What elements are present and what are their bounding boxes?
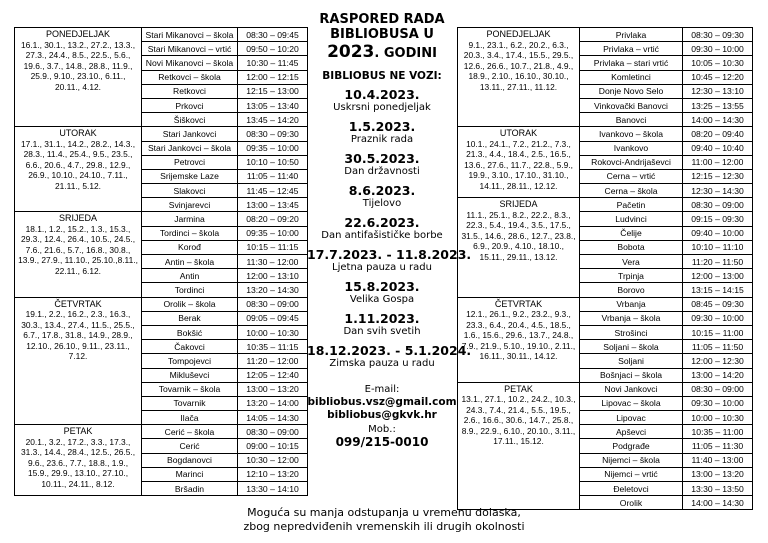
schedule-row xyxy=(458,127,753,141)
holiday-date: 22.6.2023. xyxy=(344,215,420,230)
stop-time: 11:00 – 12:00 xyxy=(683,155,753,169)
stop-location: Privlaka xyxy=(580,28,683,42)
stop-time: 09:50 – 10:20 xyxy=(238,42,308,56)
stop-time: 10:00 – 10:30 xyxy=(683,411,753,425)
stop-time: 10:35 – 11:15 xyxy=(238,340,308,354)
stop-location: Banovci xyxy=(580,113,683,127)
stop-location: Ludvinci xyxy=(580,212,683,226)
stop-location: Stari Jankovci xyxy=(142,127,238,141)
stop-time: 10:35 – 11:00 xyxy=(683,425,753,439)
stop-location: Čakovci xyxy=(142,340,238,354)
stop-location: Mikluševci xyxy=(142,368,238,382)
day-name: UTORAK xyxy=(499,128,538,139)
stop-time: 12:10 – 13:20 xyxy=(238,467,308,481)
holiday-name: Dan državnosti xyxy=(344,166,420,177)
stop-time: 13:05 – 13:40 xyxy=(238,98,308,112)
stop-time: 13:00 – 13:20 xyxy=(238,382,308,396)
stop-location: Stari Mikanovci – škola xyxy=(142,28,238,42)
holiday-name: Dan antifašističke borbe xyxy=(321,230,443,241)
holiday-date: 30.5.2023. xyxy=(344,151,420,166)
stop-time: 13:00 – 13:20 xyxy=(683,467,753,481)
stop-time: 08:30 – 09:00 xyxy=(238,425,308,439)
stop-location: Ivankovo xyxy=(580,141,683,155)
day-cell xyxy=(458,297,580,382)
stop-location: Soljani xyxy=(580,354,683,368)
stop-location: Borovo xyxy=(580,283,683,297)
stop-location: Tompojevci xyxy=(142,354,238,368)
stop-location: Bokšić xyxy=(142,325,238,339)
left-schedule-table xyxy=(14,27,308,496)
stop-location: Cerić xyxy=(142,439,238,453)
stop-location: Vera xyxy=(580,255,683,269)
holiday-name: Ljetna pauza u radu xyxy=(332,262,432,273)
day-dates: 18.1., 1.2., 15.2., 1.3., 15.3., 29.3., 12.4., 26.4., 10.5., 24.5., 7.6., 21.6., 5.7., 16.8., 30.8., 13.9., 27.9., 11.10., 25.10.,8.11., 22.11., 6.12. xyxy=(18,223,138,276)
day-dates: 11.1., 25.1., 8.2., 22.2., 8.3., 22.3., 5.4., 19.4., 3.5., 17.5., 31.5., 14.6., 28.6., 12.7., 23.8., 6.9., 20.9., 4.10., 18.10., 15.11., 29.11., 13.12. xyxy=(461,209,576,262)
left-schedule-body xyxy=(15,28,308,496)
stop-time: 11:05 – 11:40 xyxy=(238,169,308,183)
stop-time: 08:20 – 09:40 xyxy=(683,127,753,141)
stop-location: Korođ xyxy=(142,240,238,254)
stop-time: 09:35 – 10:00 xyxy=(238,141,308,155)
stop-time: 08:30 – 09:00 xyxy=(683,198,753,212)
holiday-name: Zimska pauza u radu xyxy=(329,358,435,369)
schedule-row xyxy=(458,382,753,396)
schedule-row xyxy=(15,425,308,439)
stop-time: 11:20 – 11:50 xyxy=(683,255,753,269)
stop-location: Novi Mikanovci – škola xyxy=(142,56,238,70)
day-dates: 19.1., 2.2., 16.2., 2.3., 16.3., 30.3., 13.4., 27.4., 11.5., 25.5., 6.7., 17.8., 31.8., 14.9., 28.9., 12.10., 26.10., 9.11., 23.11., 7.12. xyxy=(21,309,135,362)
schedule-row xyxy=(458,198,753,212)
stop-location: Svinjarevci xyxy=(142,198,238,212)
stop-location: Apševci xyxy=(580,425,683,439)
stop-location: Berak xyxy=(142,311,238,325)
stop-location: Orolik xyxy=(580,496,683,510)
stop-time: 10:45 – 12:20 xyxy=(683,70,753,84)
day-dates: 9.1., 23.1., 6.2., 20.2., 6.3., 20.3., 3.4., 17.4., 15.5., 29.5., 12.6., 26.6., 10.7., 21.8., 4.9., 18.9., 2.10., 16.10., 30.10., 13.11., 27.11., 11.12. xyxy=(463,39,574,92)
center-panel xyxy=(307,8,472,450)
stop-time: 10:00 – 10:30 xyxy=(238,325,308,339)
schedule-row xyxy=(15,297,308,311)
holiday-name: Tijelovo xyxy=(362,198,402,209)
day-dates: 16.1., 30.1., 13.2., 27.2., 13.3., 27.3., 24.4., 8.5., 22.5., 5.6., 19.6., 3.7., 14.8., 28.8., 11.9., 25.9., 9.10., 23.10., 6.11., 20.11., 4.12. xyxy=(20,39,136,92)
stop-time: 11:30 – 12:00 xyxy=(238,255,308,269)
stop-time: 10:30 – 12:00 xyxy=(238,453,308,467)
stop-location: Čelije xyxy=(580,226,683,240)
stop-time: 09:40 – 10:40 xyxy=(683,141,753,155)
holiday-name: Dan svih svetih xyxy=(343,326,421,337)
stop-location: Donje Novo Selo xyxy=(580,84,683,98)
footer-line-2: zbog nepredviđenih vremenskih ili drugih okolnosti xyxy=(243,520,525,533)
stop-time: 10:15 – 11:15 xyxy=(238,240,308,254)
stop-location: Marinci xyxy=(142,467,238,481)
day-cell xyxy=(15,297,142,425)
email-label: E-mail: xyxy=(364,384,400,395)
schedule-row xyxy=(15,28,308,42)
day-cell xyxy=(458,198,580,297)
stop-time: 09:40 – 10:00 xyxy=(683,226,753,240)
stop-location: Vrbanja – škola xyxy=(580,311,683,325)
stop-location: Cerna – vrtić xyxy=(580,169,683,183)
schedule-row xyxy=(15,212,308,226)
day-name: PONEDJELJAK xyxy=(45,29,111,39)
stop-time: 13:25 – 13:55 xyxy=(683,98,753,112)
stop-location: Cerić – škola xyxy=(142,425,238,439)
stop-location: Strošinci xyxy=(580,325,683,339)
stop-time: 09:05 – 09:45 xyxy=(238,311,308,325)
stop-time: 11:05 – 11:30 xyxy=(683,439,753,453)
holiday-date: 18.12.2023. - 5.1.2024. xyxy=(307,343,472,358)
holiday-list xyxy=(307,87,472,370)
day-cell xyxy=(15,212,142,297)
stop-time: 12:05 – 12:40 xyxy=(238,368,308,382)
stop-location: Soljani – škola xyxy=(580,340,683,354)
stop-time: 08:30 – 09:30 xyxy=(238,127,308,141)
stop-location: Bošnjaci – škola xyxy=(580,368,683,382)
email-2[interactable]: bibliobus@gkvk.hr xyxy=(327,409,437,421)
stop-time: 12:00 – 12:15 xyxy=(238,70,308,84)
stop-location: Retkovci xyxy=(142,84,238,98)
footer-line-1: Moguća su manja odstupanja u vremenu dolaska, xyxy=(247,506,521,519)
stop-location: Antin xyxy=(142,269,238,283)
holiday-name: Uskrsni ponedjeljak xyxy=(333,102,431,113)
holiday-date: 8.6.2023. xyxy=(348,183,416,198)
day-name: PETAK xyxy=(63,426,93,437)
schedule-row xyxy=(458,28,753,42)
stop-time: 12:15 – 12:30 xyxy=(683,169,753,183)
stop-time: 09:30 – 10:00 xyxy=(683,311,753,325)
stop-time: 10:05 – 10:30 xyxy=(683,56,753,70)
stop-time: 08:20 – 09:20 xyxy=(238,212,308,226)
mob-number[interactable]: 099/215-0010 xyxy=(335,435,429,449)
stop-time: 12:00 – 13:00 xyxy=(683,269,753,283)
stop-time: 13:00 – 14:20 xyxy=(683,368,753,382)
day-dates: 10.1., 24.1., 7.2., 21.2., 7.3., 21.3., 4.4., 18.4., 2.5., 16.5., 13.6., 27.6., 11.7., 22.8., 5.9., 19.9., 3.10., 17.10., 31.10., 14.11., 28.11., 12.12. xyxy=(464,138,573,191)
stop-location: Vinkovački Banovci xyxy=(580,98,683,112)
stop-location: Tovarnik xyxy=(142,396,238,410)
stop-time: 09:30 – 10:00 xyxy=(683,396,753,410)
day-cell xyxy=(458,127,580,198)
stop-time: 11:45 – 12:45 xyxy=(238,184,308,198)
stop-location: Rokovci-Andrijaševci xyxy=(580,155,683,169)
stop-location: Privlaka – vrtić xyxy=(580,42,683,56)
year-suffix: . GODINI xyxy=(374,46,437,61)
stop-location: Đeletovci xyxy=(580,482,683,496)
holiday-date: 1.5.2023. xyxy=(348,119,416,134)
stop-time: 14:05 – 14:30 xyxy=(238,411,308,425)
holiday-date: 1.11.2023. xyxy=(344,311,420,326)
stop-location: Lipovac – škola xyxy=(580,396,683,410)
day-name: UTORAK xyxy=(59,128,97,139)
stop-time: 13:00 – 13:45 xyxy=(238,198,308,212)
stop-time: 11:40 – 13:00 xyxy=(683,453,753,467)
stop-time: 08:30 – 09:30 xyxy=(683,28,753,42)
stop-time: 13:20 – 14:00 xyxy=(238,396,308,410)
stop-location: Komletinci xyxy=(580,70,683,84)
day-name: ČETVRTAK xyxy=(54,298,102,309)
stop-time: 14:00 – 14:30 xyxy=(683,496,753,510)
day-name: PONEDJELJAK xyxy=(486,29,551,39)
stop-time: 08:30 – 09:45 xyxy=(238,28,308,42)
stop-time: 12:30 – 14:30 xyxy=(683,184,753,198)
stop-location: Bobota xyxy=(580,240,683,254)
stop-location: Privlaka – stari vrtić xyxy=(580,56,683,70)
schedule-row xyxy=(15,127,308,141)
holiday-date: 15.8.2023. xyxy=(344,279,420,294)
stop-location: Vrbanja xyxy=(580,297,683,311)
day-dates: 12.1., 26.1., 9.2., 23.2., 9.3., 23.3., 6.4., 20.4., 4.5., 18.5., 1.6., 15.6., 29.6., 13.7., 24.8., 7.9., 21.9., 5.10., 19.10., 2.11., 16.11., 30.11., 14.12. xyxy=(461,309,576,362)
year-heading xyxy=(307,42,457,64)
stop-time: 08:30 – 09:00 xyxy=(238,297,308,311)
stop-time: 10:30 – 11:45 xyxy=(238,56,308,70)
day-name: SRIJEDA xyxy=(499,199,538,210)
stop-time: 09:15 – 09:30 xyxy=(683,212,753,226)
title-line-1: RASPORED RADA xyxy=(319,12,445,27)
stop-location: Ivankovo – škola xyxy=(580,127,683,141)
stop-time: 13:15 – 14:15 xyxy=(683,283,753,297)
stop-location: Šiškovci xyxy=(142,113,238,127)
day-name: SRIJEDA xyxy=(58,213,97,224)
stop-location: Stari Mikanovci – vrtić xyxy=(142,42,238,56)
stop-location: Nijemci – škola xyxy=(580,453,683,467)
stop-time: 10:10 – 11:10 xyxy=(683,240,753,254)
stop-location: Retkovci – škola xyxy=(142,70,238,84)
title-line-2: BIBLIOBUSA U xyxy=(330,27,434,42)
stop-time: 13:45 – 14:20 xyxy=(238,113,308,127)
stop-time: 08:45 – 09:30 xyxy=(683,297,753,311)
stop-location: Bogdanovci xyxy=(142,453,238,467)
stop-location: Antin – škola xyxy=(142,255,238,269)
stop-location: Jarmina xyxy=(142,212,238,226)
day-dates: 20.1., 3.2., 17.2., 3.3., 17.3., 31.3., 14.4., 28.4., 12.5., 26.5., 9.6., 23.6., 7.7., 18.8., 1.9., 15.9., 29.9., 13.10., 27.10., 10.11., 24.11., 8.12. xyxy=(20,436,136,489)
email-1[interactable]: bibliobus.vsz@gmail.com xyxy=(307,396,457,408)
schedule-row xyxy=(458,297,753,311)
right-schedule-table xyxy=(457,27,753,510)
stop-time: 10:10 – 10:50 xyxy=(238,155,308,169)
holiday-date: 10.4.2023. xyxy=(344,87,420,102)
stop-time: 13:30 – 14:10 xyxy=(238,482,308,496)
day-cell xyxy=(15,28,142,127)
holiday-date: 17.7.2023. - 11.8.2023. xyxy=(307,247,472,262)
stop-location: Trpinja xyxy=(580,269,683,283)
day-name: ČETVRTAK xyxy=(494,298,543,309)
holiday-name: Praznik rada xyxy=(350,134,414,145)
right-schedule-body xyxy=(458,28,753,510)
stop-location: Pačetin xyxy=(580,198,683,212)
stop-location: Nijemci – vrtić xyxy=(580,467,683,481)
year-number: 2023 xyxy=(327,42,375,62)
stop-time: 08:30 – 09:00 xyxy=(683,382,753,396)
mob-label: Mob.: xyxy=(368,424,396,435)
stop-location: Tordinci – škola xyxy=(142,226,238,240)
stop-location: Orolik – škola xyxy=(142,297,238,311)
stop-location: Tordinci xyxy=(142,283,238,297)
stop-time: 09:35 – 10:00 xyxy=(238,226,308,240)
stop-location: Stari Jankovci – škola xyxy=(142,141,238,155)
holiday-name: Velika Gospa xyxy=(349,294,415,305)
day-cell xyxy=(458,28,580,127)
stop-time: 13:30 – 13:50 xyxy=(683,482,753,496)
stop-location: Bršadin xyxy=(142,482,238,496)
stop-time: 10:15 – 11:00 xyxy=(683,325,753,339)
day-dates: 13.1., 27.1., 10.2., 24.2., 10.3., 24.3., 7.4., 21.4., 5.5., 19.5., 2.6., 16.6., 30.6., 14.7., 25.8., 8.9., 22.9., 6.10., 20.10., 3.11., 17.11., 15.12. xyxy=(461,394,576,447)
day-cell xyxy=(15,127,142,212)
stop-location: Ilača xyxy=(142,411,238,425)
day-dates: 17.1., 31.1., 14.2., 28.2., 14.3., 28.3., 11.4., 25.4., 9.5., 23.5., 6.6., 20.6., 4.7., 29.8., 12.9., 26.9., 10.10., 24.10., 7.11., 21.11., 5.12. xyxy=(20,138,136,191)
stop-location: Cerna – škola xyxy=(580,184,683,198)
stop-time: 12:00 – 12:30 xyxy=(683,354,753,368)
stop-location: Slakovci xyxy=(142,184,238,198)
day-cell xyxy=(458,382,580,510)
stop-location: Prkovci xyxy=(142,98,238,112)
no-drive-label: BIBLIOBUS NE VOZI: xyxy=(322,70,442,82)
stop-time: 09:30 – 10:00 xyxy=(683,42,753,56)
stop-location: Petrovci xyxy=(142,155,238,169)
stop-location: Lipovac xyxy=(580,411,683,425)
stop-time: 14:00 – 14:30 xyxy=(683,113,753,127)
day-name: PETAK xyxy=(504,383,533,394)
stop-time: 12:30 – 13:10 xyxy=(683,84,753,98)
stop-location: Srijemske Laze xyxy=(142,169,238,183)
stop-time: 12:15 – 13:00 xyxy=(238,84,308,98)
stop-time: 12:00 – 13:10 xyxy=(238,269,308,283)
footer-note xyxy=(0,506,768,534)
day-cell xyxy=(15,425,142,496)
stop-time: 11:05 – 11:50 xyxy=(683,340,753,354)
stop-location: Podgrađe xyxy=(580,439,683,453)
stop-location: Novi Jankovci xyxy=(580,382,683,396)
stop-time: 13:20 – 14:30 xyxy=(238,283,308,297)
stop-time: 09:00 – 10:15 xyxy=(238,439,308,453)
stop-time: 11:20 – 12:00 xyxy=(238,354,308,368)
stop-location: Tovarnik – škola xyxy=(142,382,238,396)
